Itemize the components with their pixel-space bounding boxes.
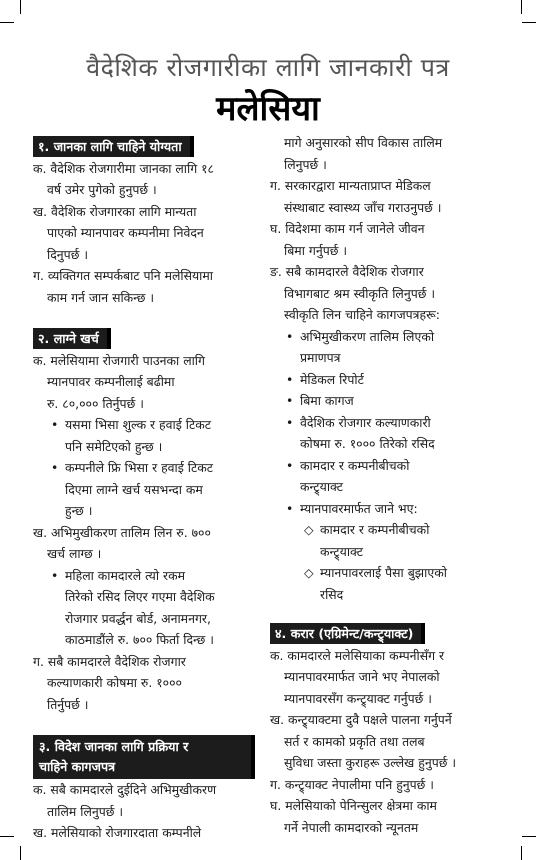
crop-mark <box>522 836 536 837</box>
list-item: ख. मलेसियाको रोजगारदाता कम्पनीले <box>33 825 202 840</box>
sub-bullet-item: ◇ म्यानपावरलाई पैसा बुझाएको रसिद <box>270 562 506 605</box>
bullet-icon: • <box>286 371 294 387</box>
bullet-icon: • <box>286 414 294 430</box>
bullet-item: • महिला कामदारले त्यो रकम तिरेको रसिद लिएर गएमा वैदेशिक रोजगार प्रवर्द्धन बोर्ड, अनामनगर, काठमाडौंले रु. ७०० फिर्ता दिन्छ । <box>33 565 255 651</box>
list-item: ङ. सबै कामदारले वैदेशिक रोजगार विभागबाट श्रम स्वीकृति लिनुपर्छ । स्वीकृति लिन चाहिने कागजपत्रहरू: <box>270 264 440 322</box>
list-item: क. मलेसियामा रोजगारी पाउनका लागि म्यानपावर कम्पनीलाई बढीमा रु. ८०,००० तिर्नुपर्छ । <box>33 352 205 411</box>
continued-text: मागे अनुसारको सीप विकास तालिम लिनुपर्छ । <box>284 135 443 172</box>
list-item: ग. सबै कामदारले वैदेशिक रोजगार कल्याणकारी कोषमा रु. १००० तिर्नुपर्छ । <box>33 653 186 712</box>
crop-mark <box>0 836 14 837</box>
bullet-icon: • <box>286 500 294 516</box>
crop-mark <box>20 846 21 860</box>
right-column <box>270 132 506 838</box>
bullet-icon: • <box>51 417 59 432</box>
list-item: क. कामदारले मलेसियाका कम्पनीसँग र म्यानपावरमार्फत जाने भए नेपालको म्यानपावरसँग कन्ट्र्याक्ट गर्नुपर्छ । <box>270 647 445 706</box>
crop-mark <box>521 846 522 860</box>
bullet-item: • मेडिकल रिपोर्ट <box>270 369 506 391</box>
bullet-item: • यसमा भिसा शुल्क र हवाई टिकट पनि समेटिएको हुन्छ । <box>33 414 255 457</box>
bullet-icon: • <box>286 328 294 344</box>
bullet-item: • कम्पनीले फ्रि भिसा र हवाई टिकट दिएमा लाग्ने खर्च यसभन्दा कम हुन्छ । <box>33 457 255 522</box>
bullet-icon: • <box>286 393 294 408</box>
crop-mark <box>521 0 522 14</box>
bullet-item: • म्यानपावरमार्फत जाने भए: <box>270 498 506 520</box>
crop-mark <box>20 0 21 14</box>
section-heading-cost: २. लाग्ने खर्च <box>33 328 111 349</box>
bullet-item: • कामदार र कम्पनीबीचको कन्ट्र्याक्ट <box>270 455 506 498</box>
bullet-item: • अभिमुखीकरण तालिम लिएको प्रमाणपत्र <box>270 326 506 369</box>
country-title: मलेसिया <box>216 89 320 129</box>
list-item: क. वैदेशिक रोजगारीमा जानका लागि १८ वर्ष उमेर पुगेको हुनुपर्छ । <box>33 160 215 197</box>
bullet-icon: • <box>286 457 294 473</box>
bullet-icon: • <box>51 460 59 475</box>
diamond-icon: ◇ <box>304 565 314 580</box>
crop-mark <box>0 22 14 23</box>
left-column <box>33 136 255 844</box>
list-item: घ. विदेशमा काम गर्न जानेले जीवन बिमा गर्नुपर्छ । <box>270 221 425 258</box>
list-item: ख. अभिमुखीकरण तालिम लिन रु. ७०० खर्च लाग्छ । <box>33 524 211 561</box>
bullet-item: • वैदेशिक रोजगार कल्याणकारी कोषमा रु. १००० तिरेको रसिद <box>270 412 506 455</box>
bullet-item: • बिमा कागज <box>270 390 506 412</box>
section-heading-contract: ४. करार (एग्रिमेन्ट/कन्ट्र्याक्ट) <box>270 623 425 644</box>
list-item: घ. मलेसियाको पेनिन्सुलर क्षेत्रमा काम गर्ने नेपाली कामदारको न्यूनतम <box>270 798 437 835</box>
list-item: क. सबै कामदारले दुईदिने अभिमुखीकरण तालिम लिनुपर्छ । <box>33 782 217 819</box>
list-item: ग. व्यक्तिगत सम्पर्कबाट पनि मलेसियामा काम गर्न जान सकिन्छ । <box>33 268 213 305</box>
crop-mark <box>522 22 536 23</box>
section-heading-qualification: १. जानका लागि चाहिने योग्यता <box>33 136 194 157</box>
list-item: ग. कन्ट्र्याक्ट नेपालीमा पनि हुनुपर्छ । <box>270 776 435 792</box>
document-title: वैदेशिक रोजगारीका लागि जानकारी पत्र <box>86 53 450 82</box>
diamond-icon: ◇ <box>304 522 314 537</box>
section-heading-process: ३. विदेश जानका लागि प्रक्रिया र चाहिने कागजपत्र <box>33 735 255 779</box>
list-item: ख. कन्ट्र्याक्टमा दुवै पक्षले पालना गर्नुपर्ने सर्त र कामको प्रकृति तथा तलब सुविधा जस्ता कुराहरू उल्लेख हुनुपर्छ । <box>270 712 457 770</box>
bullet-icon: • <box>51 567 59 583</box>
list-item: ख. वैदेशिक रोजगारका लागि मान्यता पाएको म्यानपावर कम्पनीमा निवेदन दिनुपर्छ । <box>33 203 204 262</box>
list-item: ग. सरकारद्वारा मान्यताप्राप्त मेडिकल संस्थाबाट स्वास्थ्य जाँच गराउनुपर्छ । <box>270 178 442 215</box>
sub-bullet-item: ◇ कामदार र कम्पनीबीचको कन्ट्र्याक्ट <box>270 519 506 562</box>
